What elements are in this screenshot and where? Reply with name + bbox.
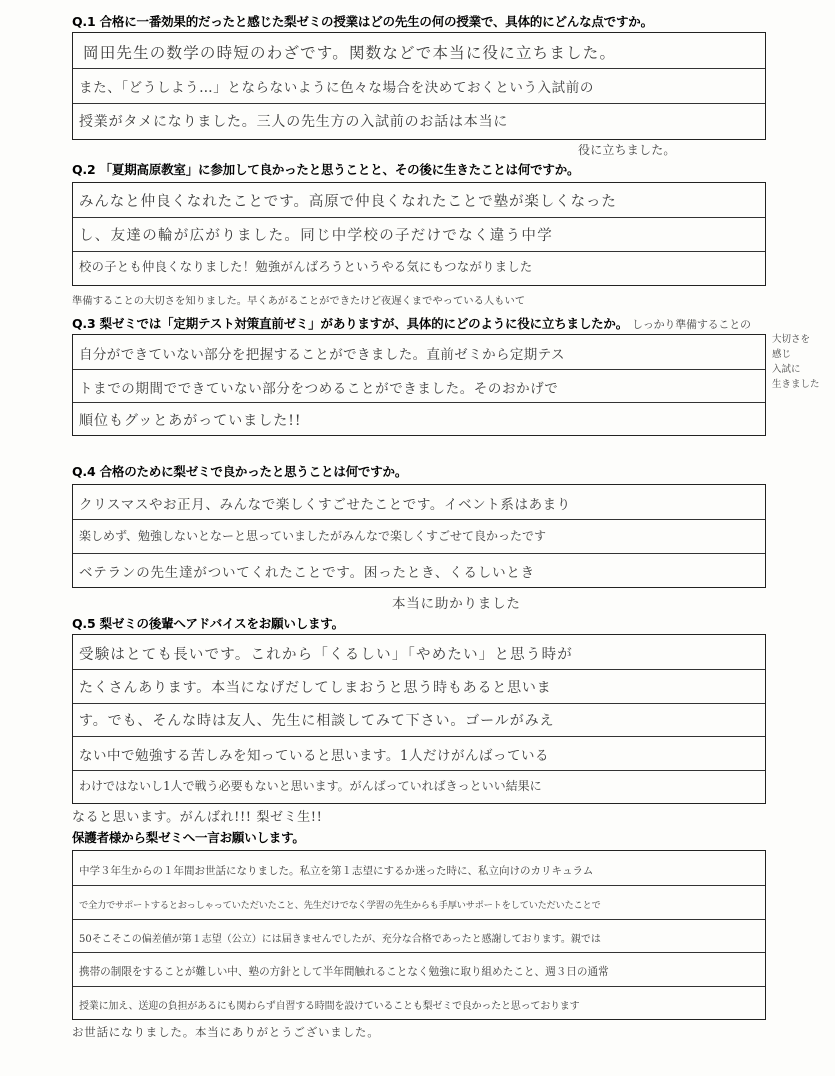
parent-comment-line-4: 携帯の制限をすることが難しい中、塾の方針として半年間触れることなく勉強に取り組めたこと、週３日の通常 bbox=[79, 966, 609, 978]
q5-answer-line-2: たくさんあります。本当になげだしてしまおうと思う時もあると思いま bbox=[79, 680, 552, 696]
q1-answer-line-1: 岡田先生の数学の時短のわざです。関数などで本当に役に立ちました。 bbox=[83, 44, 617, 62]
ruled-line bbox=[73, 885, 765, 886]
parent-comment-line-6: お世話になりました。本当にありがとうございました。 bbox=[72, 1025, 380, 1039]
q4-answer-line-4: 本当に助かりました bbox=[392, 596, 521, 612]
q3-margin-note bbox=[772, 332, 834, 392]
parent-comment-line-5: 授業に加え、送迎の負担があるにも関わらず自習する時間を設けていることも梨ゼミで良かったと思っております bbox=[79, 1001, 580, 1012]
q5-answer-line-1: 受験はとても長いです。これから「くるしい」「やめたい」と思う時が bbox=[79, 647, 573, 663]
q2-title: Q.2 「夏期高原教室」に参加して良かったと思うことと、その後に生きたことは何ですか。 bbox=[72, 162, 580, 177]
q4-answer-line-2: 楽しめず、勉強しないとなーと思っていましたがみんなで楽しくすごせて良かったです bbox=[79, 529, 547, 543]
q1-answer-box bbox=[72, 32, 766, 140]
q5-answer-line-3: す。でも、そんな時は友人、先生に相談してみて下さい。ゴールがみえ bbox=[79, 713, 555, 729]
ruled-line bbox=[73, 770, 765, 771]
q4-title: Q.4 合格のために梨ゼミで良かったと思うことは何ですか。 bbox=[72, 464, 408, 479]
q5-answer-line-4: ない中で勉強する苦しみを知っていると思います。1人だけがんばっている bbox=[79, 748, 550, 764]
q3-title bbox=[72, 314, 751, 332]
q2-answer-box bbox=[72, 182, 766, 286]
q3-title-handwritten-note: しっかり準備することの bbox=[632, 318, 751, 331]
parent-comment-line-1: 中学３年生からの１年間お世話になりました。私立を第１志望にするか迷った時に、私立向けのカリキュラム bbox=[79, 865, 594, 877]
ruled-line bbox=[73, 952, 765, 953]
q5-answer-line-6: なると思います。がんばれ!!! 梨ゼミ生!! bbox=[72, 810, 323, 825]
q3-margin-note-line: 大切さを bbox=[772, 334, 811, 345]
q3-margin-note-line: 入試に bbox=[772, 364, 801, 375]
ruled-line bbox=[73, 251, 765, 252]
q1-answer-line-2: また、「どうしよう…」とならないように色々な場合を決めておくという入試前の bbox=[79, 80, 594, 96]
q5-title: Q.5 梨ゼミの後輩へアドバイスをお願いします。 bbox=[72, 616, 344, 631]
q2-answer-line-1: みんなと仲良くなれたことです。高原で仲良くなれたことで塾が楽しくなった bbox=[79, 194, 617, 210]
ruled-line bbox=[73, 669, 765, 670]
ruled-line bbox=[73, 68, 765, 69]
ruled-line bbox=[73, 736, 765, 737]
parent-comment-title: 保護者様から梨ゼミへ一言お願いします。 bbox=[72, 830, 305, 845]
parent-comment-line-3: 50そこそこの偏差値が第１志望（公立）には届きませんでしたが、充分な合格であったと感謝しております。親では bbox=[79, 934, 601, 945]
q2-answer-line-2: し、友達の輪が広がりました。同じ中学校の子だけでなく違う中学 bbox=[79, 228, 553, 244]
q2-answer-line-4: 準備することの大切さを知りました。早くあがることができたけど夜遅くまでやっている人もいて bbox=[72, 295, 526, 307]
ruled-line bbox=[73, 919, 765, 920]
q3-answer-line-1: 自分ができていない部分を把握することができました。直前ゼミから定期テス bbox=[79, 347, 565, 363]
ruled-line bbox=[73, 553, 765, 554]
ruled-line bbox=[73, 986, 765, 987]
parent-comment-line-2: で全力でサポートするとおっしゃっていただいたこと、先生だけでなく学習の先生からも手厚いサポートをしていただいたことで bbox=[79, 900, 601, 911]
q5-answer-line-5: わけではないし1人で戦う必要もないと思います。がんばっていればきっといい結果に bbox=[79, 779, 542, 793]
ruled-line bbox=[73, 402, 765, 403]
parent-comment-box bbox=[72, 850, 766, 1020]
q1-title: Q.1 合格に一番効果的だったと感じた梨ゼミの授業はどの先生の何の授業で、具体的にどんな点ですか。 bbox=[72, 14, 653, 29]
q3-answer-box bbox=[72, 334, 766, 436]
q3-title-text: Q.3 梨ゼミでは「定期テスト対策直前ゼミ」がありますが、具体的にどのように役に立ちましたか。 bbox=[72, 316, 629, 331]
ruled-line bbox=[73, 217, 765, 218]
q4-answer-line-3: ベテランの先生達がついてくれたことです。困ったとき、くるしいとき bbox=[79, 565, 535, 581]
q1-answer-line-4: 役に立ちました。 bbox=[578, 143, 676, 157]
q1-answer-line-3: 授業がタメになりました。三人の先生方の入試前のお話は本当に bbox=[79, 114, 509, 130]
q4-answer-line-1: クリスマスやお正月、みんなで楽しくすごせたことです。イベント系はあまり bbox=[79, 497, 571, 513]
q2-answer-line-3: 校の子とも仲良くなりました！勉強がんばろうというやる気にもつながりました bbox=[79, 260, 533, 274]
q3-answer-line-3: 順位もグッとあがっていました!! bbox=[79, 413, 302, 429]
q3-answer-line-2: トまでの期間でできていない部分をつめることができました。そのおかげで bbox=[79, 381, 559, 397]
q3-margin-note-line: 生きました bbox=[772, 379, 820, 390]
ruled-line bbox=[73, 369, 765, 370]
q3-margin-note-line: 感じ bbox=[772, 349, 792, 360]
q5-answer-box bbox=[72, 634, 766, 804]
ruled-line bbox=[73, 519, 765, 520]
q4-answer-box bbox=[72, 484, 766, 588]
ruled-line bbox=[73, 703, 765, 704]
ruled-line bbox=[73, 103, 765, 104]
